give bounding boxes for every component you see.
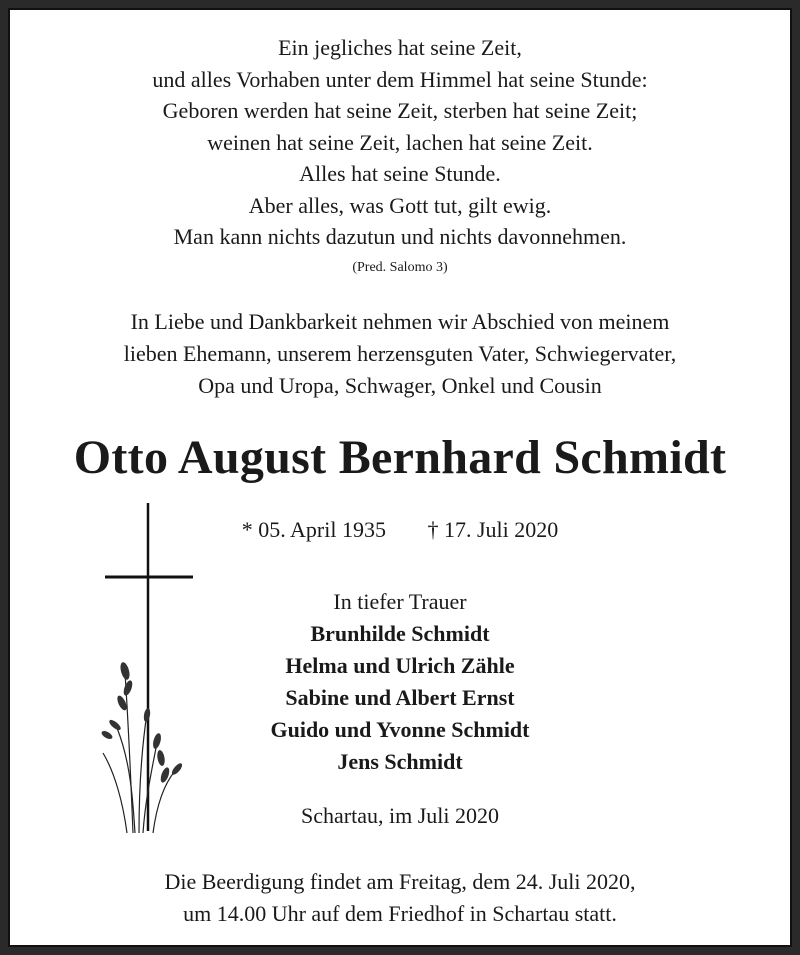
birth-date: * 05. April 1935 [241,517,386,542]
intro-line: lieben Ehemann, unserem herzensguten Vater, Schwiegervater, [123,341,677,366]
bible-verse [10,32,790,253]
mourner-name: Sabine und Albert Ernst [285,685,515,710]
intro-line: Opa und Uropa, Schwager, Onkel und Cousin [198,373,602,398]
mourning-heading: In tiefer Trauer [333,589,467,614]
verse-line: Geboren werden hat seine Zeit, sterben hat seine Zeit; [162,98,638,123]
mourner-name: Brunhilde Schmidt [310,621,490,646]
verse-line: Ein jegliches hat seine Zeit, [278,35,522,60]
verse-line: Aber alles, was Gott tut, gilt ewig. [248,192,552,218]
verse-line: weinen hat seine Zeit, lachen hat seine Zeit. [207,129,593,155]
intro-line: In Liebe und Dankbarkeit nehmen wir Abschied von meinem [130,309,670,334]
farewell-intro [10,306,790,402]
funeral-line: um 14.00 Uhr auf dem Friedhof in Schartau statt. [183,901,617,926]
deceased-name: Otto August Bernhard Schmidt [73,431,727,484]
verse-source: (Pred. Salomo 3) [352,260,448,275]
funeral-notice [10,866,790,930]
place-and-date: Schartau, im Juli 2020 [301,803,499,828]
verse-line: Man kann nichts dazutun und nichts davonnehmen. [173,224,627,249]
mourner-name: Guido und Yvonne Schmidt [270,717,530,742]
verse-line: und alles Vorhaben unter dem Himmel hat seine Stunde: [152,66,648,92]
funeral-line: Die Beerdigung findet am Freitag, dem 24. Juli 2020, [164,869,636,894]
verse-line: Alles hat seine Stunde. [299,161,501,186]
death-date: † 17. Juli 2020 [427,517,559,542]
obituary-card [8,8,792,947]
mourner-name: Jens Schmidt [337,749,463,774]
mourner-name: Helma und Ulrich Zähle [285,653,515,678]
mourners-block [10,586,790,778]
